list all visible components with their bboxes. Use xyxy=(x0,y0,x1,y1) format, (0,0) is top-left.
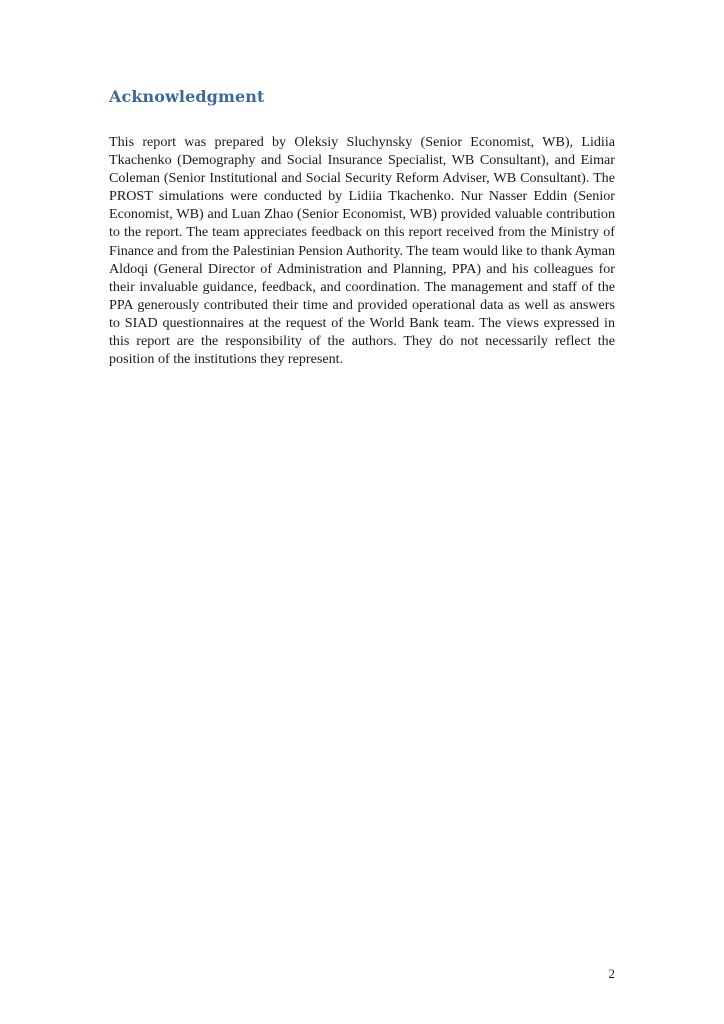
acknowledgment-paragraph: This report was prepared by Oleksiy Sluchynsky (Senior Economist, WB), Lidiia Tkachenko (Demography and Social Insurance Specialist, WB Consultant), and Eimar Coleman (Senior Institutional and Social Security Reform Adviser, WB Consultant). The PROST simulations were conducted by Lidiia Tkachenko. Nur Nasser Eddin (Senior Economist, WB) and Luan Zhao (Senior Economist, WB) provided valuable contribution to the report. The team appreciates feedback on this report received from the Ministry of Finance and from the Palestinian Pension Authority. The team would like to thank Ayman Aldoqi (General Director of Administration and Planning, PPA) and his colleagues for their invaluable guidance, feedback, and coordination. The management and staff of the PPA generously contributed their time and provided operational data as well as answers to SIAD questionnaires at the request of the World Bank team. The views expressed in this report are the responsibility of the authors. They do not necessarily reflect the position of the institutions they represent. xyxy=(109,134,615,368)
page-number: 2 xyxy=(608,966,615,981)
section-heading: Acknowledgment xyxy=(109,87,265,106)
